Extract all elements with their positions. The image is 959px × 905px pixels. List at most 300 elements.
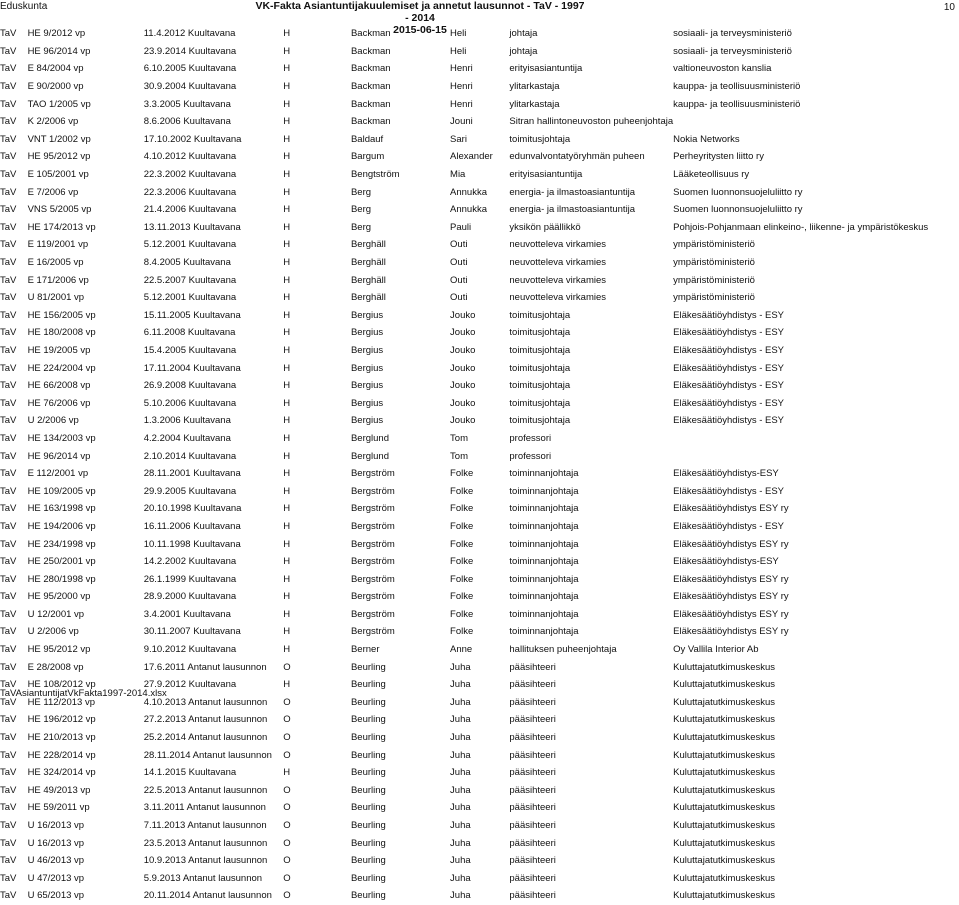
date-status-cell: 13.11.2013 Kuultavana [143,221,241,233]
organization-cell [673,430,959,448]
firstname-cell: Folke [450,503,474,515]
surname-cell: Berner [350,644,380,656]
surname-cell: Beurling [350,661,386,673]
date-status-cell: 7.11.2013 Antanut lausunnon [143,820,267,832]
type-cell: O [283,802,291,814]
committee-cell: TaV [0,802,17,814]
title-cell: pääsihteeri [509,802,556,814]
document-cell: HE 109/2005 vp [27,485,96,497]
header-title-line1: VK-Fakta Asiantuntijakuulemiset ja annetut lausunnot - TaV - 1997 - 2014 [255,0,585,24]
title-cell: toimitusjohtaja [509,133,571,145]
surname-cell: Beurling [350,767,386,779]
surname-cell: Beurling [350,714,386,726]
firstname-cell: Jouko [450,362,476,374]
organization-cell: Eläkesäätiöyhdistys - ESY [673,362,785,374]
firstname-cell: Folke [450,485,474,497]
type-cell: H [283,292,291,304]
surname-cell: Bergström [350,608,395,620]
surname-cell: Bergström [350,538,395,550]
organization-cell: Eläkesäätiöyhdistys - ESY [673,327,785,339]
date-status-cell: 20.11.2014 Antanut lausunnon [143,890,272,902]
hearings-table [0,25,959,905]
document-cell: HE 49/2013 vp [27,784,91,796]
type-cell: H [283,679,291,691]
committee-cell: TaV [0,415,17,427]
date-status-cell: 8.6.2006 Kuultavana [143,116,231,128]
surname-cell: Bergström [350,626,395,638]
document-cell: E 171/2006 vp [27,274,89,286]
date-status-cell: 5.12.2001 Kuultavana [143,292,237,304]
type-cell: H [283,169,291,181]
firstname-cell: Jouko [450,415,476,427]
date-status-cell: 22.3.2006 Kuultavana [143,186,237,198]
table-row [0,746,959,764]
surname-cell: Berg [350,204,372,216]
table-row [0,623,959,641]
firstname-cell: Alexander [450,151,493,163]
committee-cell: TaV [0,274,17,286]
surname-cell: Bergström [350,468,395,480]
date-status-cell: 5.12.2001 Kuultavana [143,239,237,251]
type-cell: H [283,151,291,163]
type-cell: O [283,837,291,849]
surname-cell: Backman [350,63,391,75]
surname-cell: Beurling [350,802,386,814]
committee-cell: TaV [0,520,17,532]
table-row [0,289,959,307]
type-cell: H [283,239,291,251]
document-cell: HE 76/2006 vp [27,397,91,409]
document-cell: HE 224/2004 vp [27,362,96,374]
firstname-cell: Outi [450,239,468,251]
title-cell: pääsihteeri [509,714,556,726]
table-row [0,799,959,817]
type-cell: H [283,608,291,620]
type-cell: H [283,204,291,216]
table-row [0,324,959,342]
type-cell: H [283,538,291,550]
surname-cell: Backman [350,81,391,93]
table-row [0,95,959,113]
title-cell: pääsihteeri [509,696,556,708]
date-status-cell: 27.9.2012 Kuultavana [143,679,237,691]
document-cell: E 7/2006 vp [27,186,79,198]
firstname-cell: Juha [450,890,471,902]
table-row [0,606,959,624]
document-cell: E 84/2004 vp [27,63,84,75]
document-cell: HE 324/2014 vp [27,767,96,779]
surname-cell: Berghäll [350,292,386,304]
surname-cell: Bergström [350,591,395,603]
date-status-cell: 17.10.2002 Kuultavana [143,133,242,145]
firstname-cell: Juha [450,872,471,884]
committee-cell: TaV [0,468,17,480]
organization-cell [673,447,959,465]
committee-cell: TaV [0,98,17,110]
organization-cell: ympäristöministeriö [673,257,755,269]
table-row [0,834,959,852]
table-row [0,394,959,412]
firstname-cell: Juha [450,714,471,726]
document-cell: HE 19/2005 vp [27,344,91,356]
document-cell: U 46/2013 vp [27,855,85,867]
date-status-cell: 4.2.2004 Kuultavana [143,432,231,444]
table-row [0,447,959,465]
title-cell: professori [509,450,552,462]
date-status-cell: 14.1.2015 Kuultavana [143,767,237,779]
type-cell: H [283,28,291,40]
surname-cell: Bergius [350,380,384,392]
surname-cell: Beurling [350,696,386,708]
date-status-cell: 6.10.2005 Kuultavana [143,63,237,75]
committee-cell: TaV [0,309,17,321]
committee-cell: TaV [0,696,17,708]
firstname-cell: Folke [450,626,474,638]
document-cell: U 2/2006 vp [27,626,79,638]
table-row [0,711,959,729]
title-cell: pääsihteeri [509,784,556,796]
type-cell: H [283,415,291,427]
title-cell: pääsihteeri [509,837,556,849]
title-cell: toiminnanjohtaja [509,556,579,568]
committee-cell: TaV [0,133,17,145]
organization-cell: Eläkesäätiöyhdistys - ESY [673,520,785,532]
committee-cell: TaV [0,608,17,620]
firstname-cell: Juha [450,837,471,849]
committee-cell: TaV [0,169,17,181]
committee-cell: TaV [0,679,17,691]
title-cell: neuvotteleva virkamies [509,292,607,304]
header-organization: Eduskunta [0,1,48,12]
table-row [0,183,959,201]
organization-cell: ympäristöministeriö [673,239,755,251]
organization-cell: sosiaali- ja terveysministeriö [673,28,792,40]
firstname-cell: Juha [450,679,471,691]
date-status-cell: 15.4.2005 Kuultavana [143,344,237,356]
surname-cell: Beurling [350,890,386,902]
type-cell: H [283,485,291,497]
table-row [0,307,959,325]
document-cell: HE 9/2012 vp [27,28,86,40]
type-cell: H [283,397,291,409]
organization-cell: Kuluttajatutkimuskeskus [673,802,776,814]
document-cell: HE 174/2013 vp [27,221,96,233]
date-status-cell: 15.11.2005 Kuultavana [143,309,241,321]
date-status-cell: 4.10.2012 Kuultavana [143,151,237,163]
table-row [0,570,959,588]
firstname-cell: Mia [450,169,466,181]
title-cell: hallituksen puheenjohtaja [509,644,617,656]
document-cell: E 28/2008 vp [27,661,84,673]
footer-filename: TaVAsiantuntijatVkFakta1997-2014.xlsx [0,688,167,699]
document-cell: HE 180/2008 vp [27,327,96,339]
document-cell: U 47/2013 vp [27,872,85,884]
table-row [0,518,959,536]
document-cell: HE 108/2012 vp [27,679,96,691]
title-cell: pääsihteeri [509,890,556,902]
firstname-cell: Annukka [450,204,488,216]
type-cell: O [283,661,291,673]
table-row [0,870,959,888]
type-cell: H [283,468,291,480]
document-cell: E 112/2001 vp [27,468,89,480]
surname-cell: Bergius [350,362,384,374]
document-cell: HE 134/2003 vp [27,432,96,444]
organization-cell: Eläkesäätiöyhdistys - ESY [673,380,785,392]
table-row [0,148,959,166]
date-status-cell: 3.11.2011 Antanut lausunnon [143,802,266,814]
committee-cell: TaV [0,573,17,585]
table-row [0,43,959,61]
title-cell: toiminnanjohtaja [509,520,579,532]
type-cell: H [283,344,291,356]
organization-cell: Suomen luonnonsuojeluliitto ry [673,204,803,216]
date-status-cell: 14.2.2002 Kuultavana [143,556,237,568]
document-cell: HE 250/2001 vp [27,556,96,568]
committee-cell: TaV [0,362,17,374]
title-cell: pääsihteeri [509,732,556,744]
date-status-cell: 4.10.2013 Antanut lausunnon [143,696,268,708]
type-cell: H [283,274,291,286]
table-row [0,60,959,78]
firstname-cell: Annukka [450,186,488,198]
organization-cell: Kuluttajatutkimuskeskus [673,749,776,761]
date-status-cell: 5.10.2006 Kuultavana [143,397,237,409]
organization-cell [673,113,959,131]
type-cell: H [283,327,291,339]
header-date: 2015-06-15 [393,24,447,36]
document-cell: HE 95/2012 vp [27,151,91,163]
title-cell: pääsihteeri [509,872,556,884]
firstname-cell: Juha [450,855,471,867]
date-status-cell: 22.5.2007 Kuultavana [143,274,237,286]
table-row [0,729,959,747]
firstname-cell: Jouko [450,397,476,409]
surname-cell: Bergius [350,309,384,321]
title-cell: yksikön päällikkö [509,221,581,233]
committee-cell: TaV [0,63,17,75]
document-cell: K 2/2006 vp [27,116,79,128]
document-cell: HE 210/2013 vp [27,732,96,744]
firstname-cell: Henri [450,98,473,110]
type-cell: H [283,767,291,779]
title-cell: toiminnanjohtaja [509,573,579,585]
title-cell: toimitusjohtaja [509,415,571,427]
date-status-cell: 28.11.2014 Antanut lausunnon [143,749,272,761]
committee-cell: TaV [0,855,17,867]
date-status-cell: 27.2.2013 Antanut lausunnon [143,714,268,726]
date-status-cell: 17.6.2011 Antanut lausunnon [143,661,267,673]
committee-cell: TaV [0,503,17,515]
committee-cell: TaV [0,767,17,779]
surname-cell: Bergström [350,485,395,497]
title-cell: toiminnanjohtaja [509,538,579,550]
type-cell: H [283,63,291,75]
surname-cell: Beurling [350,820,386,832]
surname-cell: Beurling [350,784,386,796]
document-cell: HE 95/2012 vp [27,644,91,656]
organization-cell: Suomen luonnonsuojeluliitto ry [673,186,803,198]
date-status-cell: 30.9.2004 Kuultavana [143,81,237,93]
firstname-cell: Folke [450,556,474,568]
date-status-cell: 8.4.2005 Kuultavana [143,257,231,269]
table-row [0,817,959,835]
title-cell: pääsihteeri [509,767,556,779]
type-cell: O [283,890,291,902]
date-status-cell: 23.5.2013 Antanut lausunnon [143,837,268,849]
organization-cell: Lääketeollisuus ry [673,169,750,181]
date-status-cell: 29.9.2005 Kuultavana [143,485,237,497]
organization-cell: Kuluttajatutkimuskeskus [673,784,776,796]
type-cell: H [283,98,291,110]
organization-cell: Nokia Networks [673,133,740,145]
table-row [0,764,959,782]
organization-cell: Kuluttajatutkimuskeskus [673,767,776,779]
surname-cell: Berg [350,221,372,233]
committee-cell: TaV [0,239,17,251]
title-cell: erityisasiantuntija [509,169,583,181]
title-cell: toimitusjohtaja [509,309,571,321]
firstname-cell: Heli [450,28,467,40]
title-cell: professori [509,432,552,444]
surname-cell: Berghäll [350,239,386,251]
committee-cell: TaV [0,204,17,216]
date-status-cell: 3.4.2001 Kuultavana [143,608,231,620]
table-row [0,658,959,676]
table-row [0,588,959,606]
table-row [0,78,959,96]
table-row [0,201,959,219]
organization-cell: Kuluttajatutkimuskeskus [673,837,776,849]
type-cell: H [283,380,291,392]
organization-cell: Eläkesäätiöyhdistys ESY ry [673,608,789,620]
table-row [0,641,959,659]
document-cell: HE 280/1998 vp [27,573,96,585]
committee-cell: TaV [0,81,17,93]
organization-cell: Kuluttajatutkimuskeskus [673,714,776,726]
title-cell: toiminnanjohtaja [509,626,579,638]
title-cell: neuvotteleva virkamies [509,239,607,251]
organization-cell: kauppa- ja teollisuusministeriö [673,98,801,110]
organization-cell: kauppa- ja teollisuusministeriö [673,81,801,93]
committee-cell: TaV [0,221,17,233]
title-cell: ylitarkastaja [509,98,560,110]
date-status-cell: 6.11.2008 Kuultavana [143,327,236,339]
title-cell: edunvalvontatyöryhmän puheen [509,151,645,163]
date-status-cell: 11.4.2012 Kuultavana [143,28,236,40]
date-status-cell: 26.9.2008 Kuultavana [143,380,237,392]
document-cell: HE 95/2000 vp [27,591,91,603]
committee-cell: TaV [0,344,17,356]
committee-cell: TaV [0,257,17,269]
firstname-cell: Folke [450,573,474,585]
type-cell: H [283,133,291,145]
date-status-cell: 22.3.2002 Kuultavana [143,169,237,181]
committee-cell: TaV [0,556,17,568]
type-cell: H [283,520,291,532]
date-status-cell: 30.11.2007 Kuultavana [143,626,241,638]
organization-cell: Eläkesäätiöyhdistys - ESY [673,397,785,409]
table-row [0,359,959,377]
date-status-cell: 28.11.2001 Kuultavana [143,468,241,480]
organization-cell: Pohjois-Pohjanmaan elinkeino-, liikenne- ja ympäristökeskus [673,221,929,233]
document-cell: U 81/2001 vp [27,292,85,304]
surname-cell: Beurling [350,749,386,761]
type-cell: H [283,556,291,568]
firstname-cell: Juha [450,767,471,779]
organization-cell: Eläkesäätiöyhdistys ESY ry [673,591,789,603]
surname-cell: Bergius [350,397,384,409]
organization-cell: Eläkesäätiöyhdistys - ESY [673,485,785,497]
document-cell: TAO 1/2005 vp [27,98,91,110]
table-row [0,254,959,272]
table-row [0,553,959,571]
document-cell: HE 228/2014 vp [27,749,96,761]
type-cell: H [283,503,291,515]
organization-cell: Eläkesäätiöyhdistys ESY ry [673,538,789,550]
type-cell: H [283,450,291,462]
firstname-cell: Tom [450,450,468,462]
document-cell: HE 66/2008 vp [27,380,91,392]
committee-cell: TaV [0,151,17,163]
committee-cell: TaV [0,661,17,673]
organization-cell: Eläkesäätiöyhdistys - ESY [673,309,785,321]
organization-cell: Eläkesäätiöyhdistys - ESY [673,415,785,427]
table-row [0,236,959,254]
title-cell: pääsihteeri [509,749,556,761]
type-cell: H [283,626,291,638]
title-cell: toimitusjohtaja [509,397,571,409]
committee-cell: TaV [0,626,17,638]
document-cell: HE 96/2014 vp [27,45,91,57]
date-status-cell: 1.3.2006 Kuultavana [143,415,231,427]
firstname-cell: Folke [450,591,474,603]
date-status-cell: 20.10.1998 Kuultavana [143,503,242,515]
title-cell: ylitarkastaja [509,81,560,93]
type-cell: H [283,362,291,374]
table-row [0,342,959,360]
organization-cell: Perheyritysten liitto ry [673,151,764,163]
committee-cell: TaV [0,327,17,339]
surname-cell: Bergström [350,573,395,585]
document-cell: HE 156/2005 vp [27,309,96,321]
firstname-cell: Juha [450,749,471,761]
table-row [0,166,959,184]
hearings-table-body [0,25,959,905]
type-cell: H [283,644,291,656]
committee-cell: TaV [0,591,17,603]
document-cell: HE 59/2011 vp [27,802,90,814]
title-cell: pääsihteeri [509,855,556,867]
type-cell: O [283,855,291,867]
table-row [0,219,959,237]
document-cell: E 105/2001 vp [27,169,89,181]
title-cell: johtaja [509,45,538,57]
type-cell: H [283,186,291,198]
firstname-cell: Juha [450,802,471,814]
committee-cell: TaV [0,872,17,884]
organization-cell: Kuluttajatutkimuskeskus [673,890,776,902]
type-cell: O [283,820,291,832]
organization-cell: Oy Vallila Interior Ab [673,644,759,656]
date-status-cell: 25.2.2014 Antanut lausunnon [143,732,268,744]
surname-cell: Berghäll [350,257,386,269]
type-cell: O [283,696,291,708]
title-cell: toiminnanjohtaja [509,485,579,497]
committee-cell: TaV [0,292,17,304]
committee-cell: TaV [0,380,17,392]
date-status-cell: 10.11.1998 Kuultavana [143,538,241,550]
